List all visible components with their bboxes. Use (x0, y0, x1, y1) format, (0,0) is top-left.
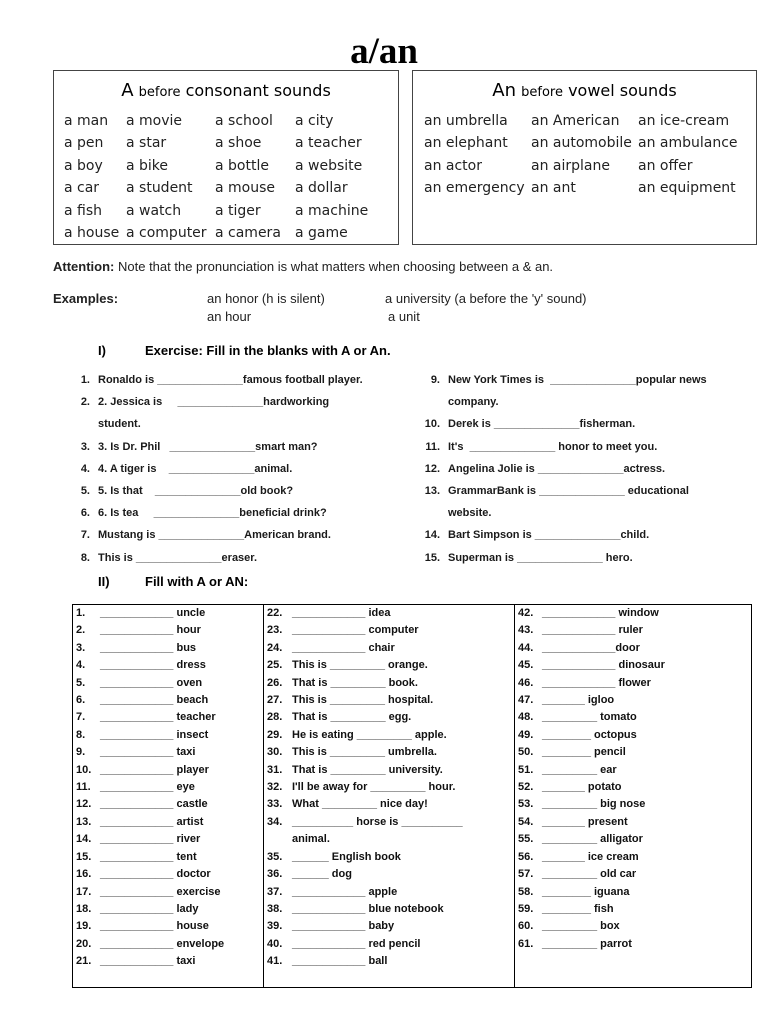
table-row (76, 675, 224, 692)
row-text: ____________ hour (100, 624, 201, 637)
row-number: 11. (76, 781, 91, 794)
row-number: 61. (518, 937, 534, 950)
row-text: ____________ idea (292, 607, 391, 619)
row-text: _______ igloo (542, 694, 615, 707)
table-row (76, 849, 224, 866)
item-text: This is ______________eraser. (98, 551, 258, 564)
row-text: That is _________ university. (292, 763, 443, 776)
exercise-item (62, 458, 402, 480)
table-row (76, 901, 224, 918)
row-text: ____________ taxi (100, 746, 196, 759)
table-row (267, 884, 463, 901)
row-number: 60. (518, 920, 534, 933)
item-text: It's ______________ honor to meet you. (448, 440, 658, 453)
row-number: 7. (76, 711, 86, 724)
exercise-item (400, 480, 760, 524)
row-text: ____________ artist (100, 815, 204, 828)
table-row (76, 831, 224, 848)
consonant-word: a game (295, 225, 348, 242)
row-number: 12. (76, 798, 92, 811)
row-number: 32. (267, 781, 283, 794)
vowel-word: an American (531, 113, 620, 129)
vowel-word: an actor (424, 157, 482, 174)
item-number: 12. (424, 462, 440, 475)
item-text: Bart Simpson is ______________child. (448, 529, 650, 542)
consonant-word: a city (295, 113, 334, 129)
consonant-word: a tiger (215, 202, 261, 219)
row-text: _______ ice cream (542, 850, 639, 863)
row-text: ____________ apple (292, 885, 398, 898)
table-column-1 (76, 605, 224, 971)
exercise-item (62, 369, 402, 391)
table-row (267, 675, 463, 692)
consonant-word: a computer (126, 225, 207, 242)
row-text: ____________ chair (292, 641, 395, 654)
table-row (518, 779, 665, 796)
item-text: Ronaldo is ______________famous football player. (98, 374, 363, 386)
table-row (76, 605, 224, 622)
row-number: 38. (267, 902, 283, 915)
row-text: _________ alligator (542, 833, 643, 846)
row-number: 10. (76, 763, 92, 776)
row-text: ____________ baby (292, 920, 395, 933)
table-row (267, 692, 463, 709)
exercise-item (400, 413, 760, 435)
table-row (518, 692, 665, 709)
row-text: ____________ flower (542, 676, 651, 689)
row-number: 29. (267, 728, 283, 741)
table-row (267, 796, 463, 813)
vowel-word: an ant (531, 180, 576, 197)
row-number: 5. (76, 676, 86, 689)
consonant-word: a car (64, 180, 100, 197)
consonant-word: a website (295, 157, 363, 174)
row-text: animal. (292, 833, 330, 846)
vowel-word: an airplane (531, 157, 610, 174)
consonant-word: a house (64, 225, 120, 242)
consonant-word: a bottle (215, 157, 269, 174)
row-number: 52. (518, 781, 534, 794)
row-text: ____________ tent (100, 850, 197, 863)
section2-title: Fill with A or AN: (145, 574, 249, 589)
vowel-word-grid (424, 110, 756, 200)
exercise-item (62, 547, 402, 569)
row-text: He is eating _________ apple. (292, 728, 447, 741)
item-text: 4. A tiger is ______________animal. (98, 462, 293, 475)
vowel-word: an ambulance (638, 135, 738, 152)
row-number: 57. (518, 868, 534, 881)
row-text: This is _________ orange. (292, 659, 428, 672)
row-text: ____________ bus (100, 641, 197, 654)
exercise-item (400, 436, 760, 458)
row-text: __________ horse is __________ (292, 815, 463, 828)
row-number: 41. (267, 955, 283, 968)
vowel-box-heading: An before vowel sounds (492, 80, 677, 101)
item-text-continued: company. (448, 396, 499, 409)
row-number: 20. (76, 937, 92, 950)
table-row (518, 709, 665, 726)
row-text: ____________ computer (292, 624, 419, 637)
table-row (518, 884, 665, 901)
row-number: 17. (76, 885, 92, 898)
table-row (518, 918, 665, 935)
row-number: 22. (267, 607, 283, 619)
table-row (267, 657, 463, 674)
row-number: 30. (267, 746, 283, 759)
row-text: I'll be away for _________ hour. (292, 781, 456, 794)
item-number: 10. (424, 418, 440, 431)
row-text: ____________ lady (100, 902, 199, 915)
row-number: 25. (267, 659, 283, 672)
consonant-word: a student (126, 180, 193, 197)
table-row (518, 657, 665, 674)
table-row (76, 657, 224, 674)
item-text: Superman is ______________ hero. (448, 551, 633, 564)
row-number: 23. (267, 624, 283, 637)
exercise-item (400, 369, 760, 413)
vowel-word: an equipment (638, 180, 736, 197)
row-text: ____________ river (100, 833, 201, 846)
table-row (76, 779, 224, 796)
row-text: ____________ dinosaur (542, 659, 665, 672)
row-number: 27. (267, 694, 283, 707)
item-number: 11. (425, 440, 440, 453)
item-number: 7. (80, 529, 90, 542)
table-row (267, 918, 463, 935)
item-number: 3. (80, 440, 90, 453)
consonant-box-heading: A before consonant sounds (121, 80, 331, 101)
table-row (518, 849, 665, 866)
row-text: ____________ eye (100, 781, 195, 794)
item-text: GrammarBank is ______________ educational (448, 485, 689, 498)
table-row (76, 884, 224, 901)
row-text: ________ pencil (542, 746, 626, 759)
consonant-word: a mouse (215, 180, 276, 197)
row-text: _______ potato (542, 781, 622, 794)
row-text: _________ box (542, 920, 620, 933)
row-number: 59. (518, 902, 534, 915)
consonant-word: a camera (215, 225, 281, 242)
row-number: 45. (518, 659, 534, 672)
table-row (267, 727, 463, 744)
row-number: 14. (76, 833, 92, 846)
row-number: 44. (518, 641, 534, 654)
row-text: ____________ exercise (100, 885, 221, 898)
row-number: 6. (76, 694, 86, 707)
row-number: 34. (267, 815, 283, 828)
exercise-item (400, 547, 760, 569)
row-text: ______ English book (292, 850, 401, 863)
consonant-word: a fish (64, 202, 103, 219)
row-number: 47. (518, 694, 534, 707)
row-number: 40. (267, 937, 283, 950)
item-text-continued: student. (98, 418, 141, 431)
exercise-item (400, 524, 760, 546)
item-number: 5. (80, 485, 90, 498)
table-row (518, 866, 665, 883)
row-number: 35. (267, 850, 283, 863)
table-row (267, 605, 463, 622)
row-number: 21. (76, 955, 92, 968)
row-number: 49. (518, 728, 534, 741)
row-text: _________ tomato (542, 711, 637, 724)
row-text: ____________ dress (100, 659, 206, 672)
row-number: 53. (518, 798, 534, 811)
row-number: 8. (76, 728, 86, 741)
row-text: This is _________ umbrella. (292, 746, 437, 759)
row-text: ____________door (542, 641, 640, 654)
exercise1-right-list (400, 369, 760, 569)
row-number: 54. (518, 815, 534, 828)
consonant-word: a teacher (295, 135, 362, 152)
table-column-2 (267, 605, 463, 971)
row-number: 43. (518, 624, 534, 637)
consonant-word-grid (64, 110, 398, 244)
table-divider-2 (514, 605, 515, 987)
row-text: ____________ uncle (100, 607, 206, 619)
item-text: New York Times is ______________popular news (448, 374, 707, 386)
row-text: ________ octopus (542, 728, 637, 741)
row-number: 42. (518, 607, 534, 619)
table-row (76, 622, 224, 639)
table-row (518, 675, 665, 692)
row-text: ____________ oven (100, 676, 203, 689)
vowel-word: an ice-cream (638, 113, 730, 129)
section1-numeral: I) (98, 343, 106, 358)
consonant-sounds-box (53, 70, 399, 245)
example-university: a university (a before the 'y' sound) (385, 291, 587, 306)
table-row (267, 814, 463, 831)
row-number: 58. (518, 885, 534, 898)
consonant-word: a shoe (215, 135, 262, 152)
vowel-word: an automobile (531, 135, 632, 152)
attention-text: Note that the pronunciation is what matters when choosing between a & an. (118, 259, 554, 274)
item-text: 3. Is Dr. Phil ______________smart man? (98, 440, 318, 453)
item-text: Derek is ______________fisherman. (448, 418, 636, 431)
exercise-item (62, 524, 402, 546)
table-row (518, 605, 665, 622)
row-number: 36. (267, 868, 283, 881)
row-text: ____________ envelope (100, 937, 225, 950)
row-text: ____________ beach (100, 694, 209, 707)
table-row (76, 762, 224, 779)
row-number: 39. (267, 920, 283, 933)
table-row (518, 831, 665, 848)
row-text: _______ present (542, 815, 628, 828)
table-row (518, 901, 665, 918)
row-number: 16. (76, 868, 92, 881)
row-number: 15. (76, 850, 92, 863)
table-row (267, 762, 463, 779)
table-row (76, 918, 224, 935)
row-text: ____________ taxi (100, 955, 196, 968)
row-number: 9. (76, 746, 86, 759)
item-text-continued: website. (448, 507, 492, 520)
row-text: ____________ house (100, 920, 209, 933)
row-number: 19. (76, 920, 92, 933)
row-text: ____________ player (100, 763, 209, 776)
row-number: 1. (76, 607, 86, 619)
attention-note (53, 259, 553, 274)
examples-label: Examples: (53, 291, 119, 306)
row-text: ____________ blue notebook (292, 902, 444, 915)
row-number: 3. (76, 641, 86, 654)
table-row (267, 779, 463, 796)
table-row (518, 622, 665, 639)
row-number: 24. (267, 641, 283, 654)
table-row (518, 936, 665, 953)
exercise-item (400, 458, 760, 480)
vowel-word: an umbrella (424, 113, 508, 129)
item-number: 4. (80, 462, 90, 475)
table-row (76, 866, 224, 883)
row-number: 18. (76, 902, 92, 915)
table-row (518, 796, 665, 813)
row-number: 50. (518, 746, 534, 759)
table-row (267, 709, 463, 726)
row-text: ____________ teacher (100, 711, 216, 724)
row-text: _________ big nose (542, 798, 646, 811)
row-number: 48. (518, 711, 534, 724)
row-number: 37. (267, 885, 283, 898)
row-text: _________ old car (542, 868, 637, 881)
consonant-word: a machine (295, 202, 369, 219)
table-row (518, 640, 665, 657)
table-row (76, 814, 224, 831)
row-text: ____________ ball (292, 955, 388, 968)
row-number: 26. (267, 676, 283, 689)
table-divider-1 (263, 605, 264, 987)
table-row (518, 744, 665, 761)
item-number: 2. (80, 396, 90, 409)
item-text: 2. Jessica is ______________hardworking (98, 396, 330, 409)
row-number: 46. (518, 676, 534, 689)
item-number: 6. (80, 507, 90, 520)
fill-table (72, 604, 752, 988)
consonant-word: a star (126, 135, 167, 152)
table-row (267, 936, 463, 953)
row-number: 33. (267, 798, 283, 811)
row-number (267, 831, 292, 848)
example-hour: an hour (207, 309, 252, 324)
row-text: This is _________ hospital. (292, 694, 434, 707)
table-row (518, 762, 665, 779)
vowel-word: an elephant (424, 135, 508, 152)
row-text: _________ ear (542, 763, 617, 776)
table-row (76, 640, 224, 657)
exercise-item (62, 480, 402, 502)
exercise-item (62, 502, 402, 524)
table-row (518, 814, 665, 831)
consonant-word: a pen (64, 135, 104, 152)
table-row (267, 744, 463, 761)
row-text: ____________ ruler (542, 624, 643, 637)
row-text: What _________ nice day! (292, 798, 428, 811)
item-number: 9. (430, 374, 440, 386)
table-row (267, 901, 463, 918)
table-row (76, 727, 224, 744)
item-text: 6. Is tea ______________beneficial drink? (98, 507, 327, 520)
row-text: ________ iguana (542, 885, 630, 898)
vowel-word: an emergency (424, 180, 525, 197)
table-row (267, 866, 463, 883)
item-number: 1. (80, 374, 90, 386)
vowel-sounds-box (412, 70, 757, 245)
consonant-word: a boy (64, 157, 103, 174)
row-text: _________ parrot (542, 937, 632, 950)
row-text: That is _________ book. (292, 676, 418, 689)
attention-label: Attention: (53, 259, 115, 274)
item-text: 5. Is that ______________old book? (98, 485, 294, 498)
table-row (76, 744, 224, 761)
table-row (76, 796, 224, 813)
vowel-word: an offer (638, 157, 693, 174)
row-text: ____________ doctor (100, 868, 211, 881)
row-number: 56. (518, 850, 534, 863)
row-text: ______ dog (292, 868, 352, 881)
table-row (267, 849, 463, 866)
exercise-item (62, 391, 402, 435)
item-text: Mustang is ______________American brand. (98, 529, 331, 542)
row-number: 13. (76, 815, 92, 828)
row-number: 2. (76, 624, 86, 637)
table-row (76, 709, 224, 726)
item-text: Angelina Jolie is ______________actress. (448, 462, 666, 475)
consonant-word: a movie (126, 113, 183, 129)
consonant-word: a dollar (295, 180, 348, 197)
table-row (267, 622, 463, 639)
table-row (267, 640, 463, 657)
row-number: 31. (267, 763, 283, 776)
table-row (267, 953, 463, 970)
row-text: ____________ window (542, 607, 659, 619)
example-unit: a unit (388, 309, 420, 324)
consonant-word: a man (64, 113, 109, 129)
consonant-word: a school (215, 113, 273, 129)
item-number: 13. (424, 485, 440, 498)
row-number: 4. (76, 659, 86, 672)
item-number: 14. (424, 529, 440, 542)
row-number: 28. (267, 711, 283, 724)
table-row (76, 936, 224, 953)
table-row (518, 727, 665, 744)
page-title: a/an (350, 31, 418, 72)
exercise-item (62, 436, 402, 458)
row-number: 55. (518, 833, 534, 846)
row-number: 51. (518, 763, 534, 776)
row-text: ____________ insect (100, 728, 209, 741)
consonant-word: a watch (126, 202, 182, 219)
table-row (76, 953, 224, 970)
section1-title: Exercise: Fill in the blanks with A or An. (145, 343, 391, 358)
row-text: ____________ castle (100, 798, 208, 811)
example-honor: an honor (h is silent) (207, 291, 325, 306)
table-column-3 (518, 605, 665, 953)
item-number: 8. (80, 551, 90, 564)
row-text: ________ fish (542, 902, 614, 915)
item-number: 15. (424, 551, 440, 564)
exercise1-left-list (62, 369, 402, 569)
row-text: That is _________ egg. (292, 711, 412, 724)
section2-numeral: II) (98, 574, 110, 589)
table-row (76, 692, 224, 709)
table-row (267, 831, 463, 848)
row-text: ____________ red pencil (292, 937, 421, 950)
consonant-word: a bike (126, 157, 169, 174)
